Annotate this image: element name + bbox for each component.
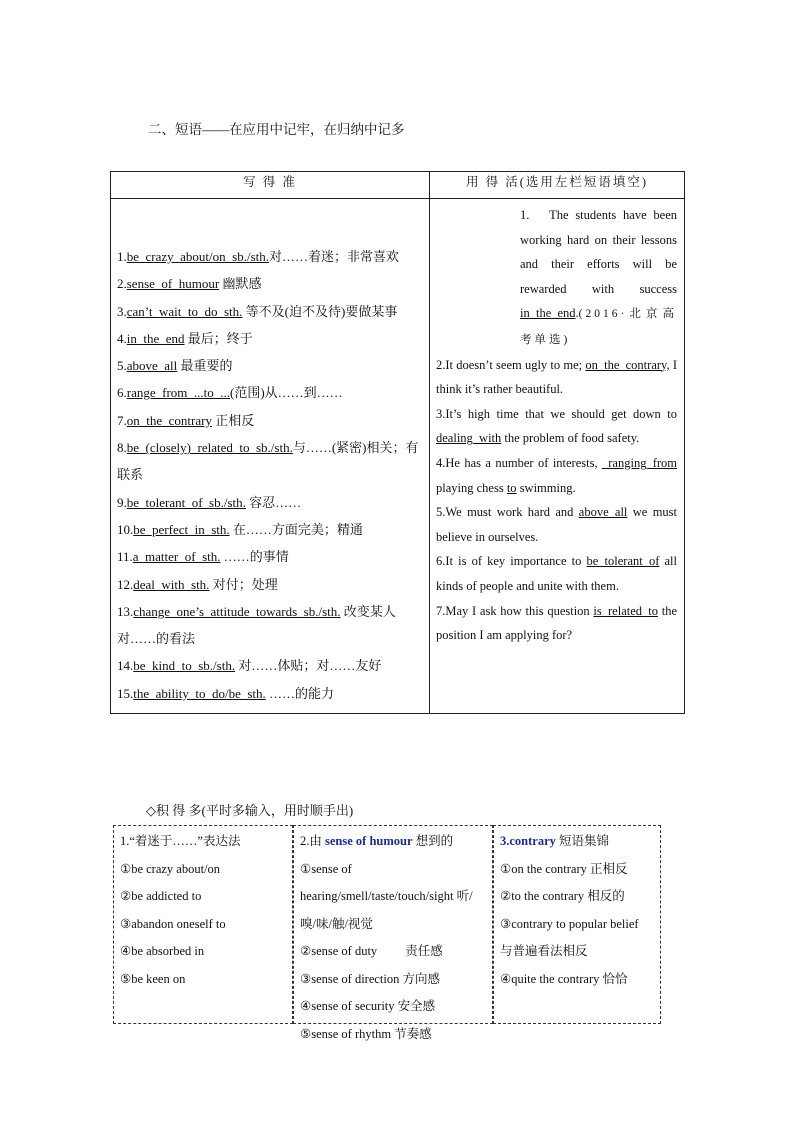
- header-left: 写 得 准: [111, 172, 430, 199]
- box3-title-highlight: 3.contrary: [500, 834, 556, 848]
- phrase-item: [117, 489, 425, 516]
- phrase-text: be_crazy_about/on_sb./sth.: [126, 249, 269, 264]
- phrase-text: be_(closely)_related_to_sb./sth.: [126, 440, 293, 456]
- exercise-text: 5.We must work hard and: [436, 505, 579, 520]
- phrase-text: on_the_contrary: [126, 412, 212, 428]
- exercise-answer: be_tolerant_of: [586, 554, 660, 569]
- phrase-num: 9.: [117, 494, 127, 510]
- box3-item: ③contrary to popular belief 与普遍看法相反: [500, 916, 639, 958]
- exercise-text: 2.It doesn’t seem ugly to me;: [436, 357, 586, 372]
- phrase-text: deal_with_sth.: [133, 576, 210, 592]
- phrase-num: 1.: [117, 249, 127, 264]
- exercise-answer: is_related_to: [593, 603, 658, 618]
- left-column: [111, 199, 430, 714]
- phrase-num: 8.: [117, 440, 127, 456]
- exercise-text: 3.It’s high time that we should get down to: [436, 406, 677, 421]
- phrase-num: 7.: [117, 412, 127, 428]
- phrase-num: 4.: [117, 330, 127, 346]
- phrase-num: 5.: [117, 358, 127, 374]
- box1-item: ④be absorbed in: [120, 944, 205, 958]
- box1-item: ⑤be keen on: [120, 971, 186, 986]
- box2-items: [300, 856, 486, 1049]
- box3-title: [500, 828, 654, 856]
- phrase-item: [117, 598, 425, 653]
- box2-title: [300, 828, 486, 856]
- accumulate-box-3: [493, 825, 661, 1024]
- box2-item: ④sense of security 安全感: [300, 999, 436, 1013]
- phrase-text: can’t_wait_to_do_sth.: [126, 303, 243, 319]
- box1-items: [120, 856, 286, 994]
- phrase-meaning: 容忍……: [245, 494, 302, 510]
- phrase-meaning: 最重要的: [177, 358, 233, 374]
- exercise-text: playing chess: [436, 480, 507, 495]
- box1-title: 1.“着迷于……”表达法: [120, 834, 241, 848]
- phrase-meaning: 改变某人对……的看法: [117, 603, 396, 647]
- exercise-answer: in_the_end: [520, 306, 576, 321]
- exercise-answer: dealing_with: [436, 431, 502, 446]
- box3-title-suffix: 短语集锦: [555, 834, 610, 848]
- phrase-num: 14.: [117, 658, 134, 674]
- phrase-item: [117, 407, 425, 434]
- exercise-answer: on_the_contrary,: [585, 357, 670, 372]
- phrase-item: [117, 516, 425, 543]
- exercise-answer: above_all: [578, 505, 628, 520]
- phrase-item: [117, 571, 425, 598]
- phrase-item: [117, 652, 425, 679]
- box2-title-prefix: 2.由: [300, 834, 326, 848]
- phrase-meaning: 与……(紧密)相关；有联系: [117, 440, 419, 483]
- phrase-num: 13.: [117, 603, 134, 619]
- accumulate-box-2: [293, 825, 493, 1041]
- right-column: [430, 199, 685, 714]
- exercise-text: 1. The students have been working hard on their lessons and their efforts will be rewarded with success: [520, 208, 677, 296]
- exercise-item: [436, 353, 677, 402]
- phrase-num: 10.: [117, 521, 134, 537]
- box3-item: ①on the contrary 正相反: [500, 861, 628, 876]
- exercise-item: [436, 549, 677, 598]
- exercise-text: the position I am applying for?: [436, 603, 677, 643]
- box1-item: ③abandon oneself to: [120, 916, 226, 931]
- phrase-num: 11.: [117, 549, 133, 565]
- exercise-text: 4.He has a number of interests,: [436, 455, 603, 470]
- header-right-note: (选用左栏短语填空): [519, 175, 649, 189]
- exercise-text: .: [575, 306, 579, 321]
- phrase-item: [117, 379, 425, 406]
- phrase-meaning: ……的事情: [220, 549, 289, 565]
- exercise-answer: _ranging_from: [602, 455, 677, 470]
- accumulate-box-1: [113, 825, 293, 1024]
- phrase-item: [117, 543, 425, 570]
- exercise-text: 7.May I ask how this question: [436, 603, 594, 618]
- phrase-meaning: 等不及(迫不及待)要做某事: [242, 303, 398, 319]
- box1-item: ①be crazy about/on: [120, 861, 221, 876]
- phrase-item: [117, 680, 425, 707]
- phrase-table: [110, 171, 685, 714]
- phrase-text: be_kind_to_sb./sth.: [133, 658, 236, 674]
- phrase-text: be_perfect_in_sth.: [133, 521, 230, 537]
- header-right-main: 用 得 活: [465, 175, 520, 189]
- phrase-meaning: 最后；终于: [184, 330, 253, 346]
- exercise-answer: to: [506, 480, 517, 495]
- phrase-item: [117, 434, 425, 489]
- phrase-text: range_from_...to_...: [126, 385, 231, 401]
- box2-title-suffix: 想到的: [412, 834, 454, 848]
- phrase-item: [117, 298, 425, 325]
- phrase-meaning: (范围)从……到……: [230, 385, 343, 401]
- phrase-meaning: 正相反: [211, 412, 255, 428]
- exercise-item: [520, 203, 677, 353]
- phrase-meaning: 对……体贴；对……友好: [235, 658, 382, 674]
- exercise-text: all kinds of people and unite with them.: [436, 554, 677, 593]
- exercise-item: [436, 402, 677, 451]
- exercise-item: [436, 451, 677, 500]
- box2-title-highlight: sense of humour: [325, 834, 413, 848]
- header-right: [430, 172, 685, 199]
- box2-item: ⑤sense of rhythm 节奏感: [300, 1026, 432, 1041]
- phrase-meaning: 幽默感: [219, 276, 262, 292]
- section-title: 二、短语——在应用中记牢，在归纳中记多: [148, 122, 405, 137]
- phrase-text: sense_of_humour: [126, 276, 220, 292]
- accumulate-title: ◇积 得 多(平时多输入，用时顺手出): [146, 803, 354, 818]
- box2-item: ③sense of direction 方向感: [300, 971, 440, 986]
- phrase-text: a_matter_of_sth.: [132, 549, 221, 565]
- phrase-meaning: 在……方面完美；精通: [229, 521, 363, 537]
- phrase-num: 15.: [117, 685, 134, 701]
- phrase-item: [117, 325, 425, 352]
- box3-items: [500, 856, 654, 994]
- phrase-text: change_one’s_attitude_towards_sb./sth.: [133, 603, 341, 619]
- exercise-item: [436, 599, 677, 648]
- exercise-text: the problem of food safety.: [501, 431, 640, 446]
- box1-item: ②be addicted to: [120, 889, 202, 903]
- phrase-num: 3.: [117, 303, 127, 319]
- phrase-num: 2.: [117, 276, 127, 292]
- phrase-item: [117, 352, 425, 379]
- exercise-text: we must believe in ourselves.: [436, 505, 677, 544]
- phrase-text: above_all: [126, 358, 178, 374]
- phrase-text: the_ability_to_do/be_sth.: [133, 685, 266, 701]
- box3-item: ②to the contrary 相反的: [500, 889, 625, 903]
- phrase-meaning: 对……着迷；非常喜欢: [269, 249, 400, 264]
- box2-item: ①sense of hearing/smell/taste/touch/sight 听/嗅/味/触/视觉: [300, 861, 473, 931]
- exercise-text: I think it’s rather beautiful.: [436, 357, 677, 397]
- phrase-meaning: ……的能力: [265, 685, 335, 701]
- box2-item: ②sense of duty 责任感: [300, 944, 443, 958]
- phrase-text: be_tolerant_of_sb./sth.: [126, 494, 246, 510]
- box3-item: ④quite the contrary 恰恰: [500, 971, 628, 986]
- exercise-text: 6.It is of key importance to: [436, 554, 587, 569]
- phrase-num: 12.: [117, 576, 134, 592]
- phrase-item: [117, 243, 425, 270]
- exercise-item: [436, 500, 677, 549]
- phrase-item: [117, 270, 425, 297]
- phrase-text: in_the_end: [126, 330, 185, 346]
- phrase-meaning: 对付；处理: [209, 576, 278, 592]
- exercise-source: (2016·北京高考单选): [520, 308, 677, 346]
- exercise-text: swimming.: [516, 480, 576, 495]
- phrase-num: 6.: [117, 385, 127, 401]
